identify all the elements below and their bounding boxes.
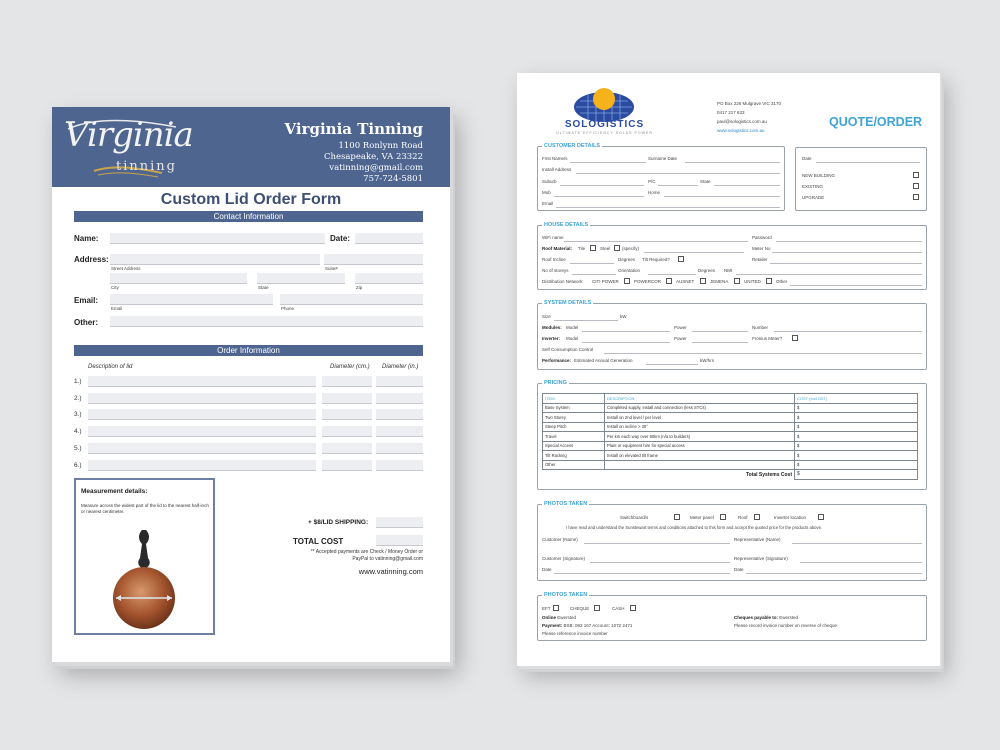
cheque-checkbox[interactable]	[594, 605, 600, 611]
payment-note: ** Accepted payments are Check / Money Order or PayPal to vatinning@gmail.com	[310, 549, 423, 562]
upgrade-label: UPGRADE	[802, 195, 825, 200]
wifi-field[interactable]	[564, 241, 748, 242]
payment-details: BSB: 063 167 Account: 1072 2471	[563, 623, 633, 628]
switchboard-checkbox[interactable]	[674, 514, 680, 520]
module-number-field[interactable]	[774, 331, 922, 332]
switchboard-label: Switchboard/s	[620, 515, 649, 520]
company-address-2: Chesapeake, VA 23322	[323, 152, 423, 162]
logo-word: Virginia	[64, 115, 193, 155]
row-number: 1.)	[74, 378, 82, 385]
row-1-cm[interactable]	[322, 376, 372, 387]
network-united-checkbox[interactable]	[766, 278, 772, 284]
cash-label: CASH	[612, 606, 625, 611]
contact-web[interactable]: www.sologistics.com.au	[717, 128, 765, 133]
cheques-label: Cheques payable to:	[734, 615, 779, 620]
est-gen-field[interactable]	[646, 364, 698, 365]
lid-order-form	[52, 107, 450, 662]
row-2-in[interactable]	[376, 393, 423, 404]
size-field[interactable]	[554, 320, 618, 321]
cheque-label: CHEQUE	[570, 606, 590, 611]
install-address-field[interactable]	[576, 173, 780, 174]
inverter-location-checkbox[interactable]	[818, 514, 824, 520]
mob-field[interactable]	[554, 196, 644, 197]
email-field[interactable]	[110, 294, 273, 305]
row-1-description[interactable]	[88, 376, 316, 387]
wifi-label: WiFi name	[542, 235, 564, 240]
logo-sub: tinning	[116, 159, 177, 174]
tilt-checkbox[interactable]	[678, 256, 684, 262]
cost-cell[interactable]: $	[795, 460, 918, 470]
section-title: HOUSE DETAILS	[544, 222, 589, 228]
row-2-cm[interactable]	[322, 393, 372, 404]
eft-label: EFT	[542, 606, 551, 611]
zip-field[interactable]	[355, 273, 423, 284]
surname-label: Surname Date	[648, 156, 678, 161]
row-2-description[interactable]	[88, 393, 316, 404]
online-label: Online	[542, 615, 557, 620]
row-3-description[interactable]	[88, 409, 316, 420]
email-small-label: Email	[111, 306, 123, 311]
self-consumption-label: Self Consumption Control	[542, 347, 594, 352]
pricing-table	[542, 393, 918, 480]
col-description: Description of lid	[88, 364, 133, 370]
col-item: ITEM	[543, 394, 605, 404]
cheque-note: Please record invoice number on reverse of cheque	[734, 623, 838, 628]
customer-name-label: Customer (Name)	[542, 537, 578, 542]
quote-order-title: QUOTE/ORDER	[829, 115, 923, 129]
cost-cell[interactable]: $	[795, 441, 918, 451]
quote-order-form	[517, 73, 940, 666]
date-2-label: Date	[734, 567, 744, 572]
network-powercor-label: POWERCOR	[634, 279, 661, 284]
tile-label: Tile	[578, 246, 586, 251]
other-label: Other:	[74, 318, 98, 327]
shipping-field[interactable]	[376, 517, 423, 528]
name-label: Name:	[74, 234, 99, 243]
home-field[interactable]	[664, 196, 780, 197]
meter-panel-label: Meter panel	[690, 515, 714, 520]
self-consumption-field[interactable]	[604, 353, 922, 354]
state-label: State	[700, 179, 711, 184]
payment-label: Payment:	[542, 623, 563, 628]
state-label: State	[258, 285, 269, 290]
row-5-in[interactable]	[376, 443, 423, 454]
password-label: Password	[752, 235, 772, 240]
col-diameter-cm: Diameter (cm.)	[330, 364, 370, 370]
customer-signature-field[interactable]	[590, 562, 730, 563]
modules-label: Modules:	[542, 325, 562, 330]
section-title: SYSTEM DETAILS	[544, 300, 592, 306]
module-power-label: Power	[674, 325, 687, 330]
customer-details-section	[537, 143, 785, 211]
inverter-model-field[interactable]	[582, 342, 670, 343]
house-details-section	[537, 222, 927, 290]
table-row	[543, 451, 918, 461]
item-cell: Tilt Racking	[543, 451, 605, 461]
eft-checkbox[interactable]	[553, 605, 559, 611]
orientation-label: Orientation	[618, 268, 641, 273]
row-number: 3.)	[74, 411, 82, 418]
roof-photo-label: Roof	[738, 515, 748, 520]
pc-field[interactable]	[658, 185, 698, 186]
company-address-1: 1100 Ronlynn Road	[338, 141, 423, 151]
payment-section	[537, 592, 927, 641]
table-header-row	[543, 394, 918, 404]
module-number-label: Number	[752, 325, 769, 330]
steel-label: Steel	[600, 246, 611, 251]
form-title: Custom Lid Order Form	[160, 191, 342, 208]
rep-signature-field[interactable]	[800, 562, 922, 563]
table-row	[543, 422, 918, 432]
table-row	[543, 460, 918, 470]
nmi-label: NMI	[724, 268, 733, 273]
contact-info-bar: Contact Information	[74, 211, 423, 222]
network-ausnet-label: AUSNET	[676, 279, 695, 284]
rep-name-field[interactable]	[792, 543, 922, 544]
row-6-description[interactable]	[88, 460, 316, 471]
password-field[interactable]	[776, 241, 922, 242]
status-box	[795, 147, 927, 211]
specify-label: (specify)	[622, 246, 640, 251]
row-3-in[interactable]	[376, 409, 423, 420]
table-row	[543, 441, 918, 451]
address-label: Address:	[74, 255, 109, 264]
col-description: DESCRIPTION	[605, 394, 795, 404]
module-power-field[interactable]	[692, 331, 748, 332]
company-phone: 757-724-5801	[363, 174, 423, 184]
city-label: City	[111, 285, 119, 290]
inverter-power-field[interactable]	[692, 342, 748, 343]
storeys-label: No of storeys	[542, 268, 569, 273]
description-cell: Install on incline > 30°	[605, 422, 795, 432]
agreement-text: I have read and understand the Sunstewart terms and conditions attached to this form and accept the quoted price for the products above.	[566, 525, 823, 530]
item-cell: Two Storey	[543, 413, 605, 423]
inverter-power-label: Power	[674, 336, 687, 341]
col-cost: COST (Incl GST)	[795, 394, 918, 404]
roof-photo-checkbox[interactable]	[754, 514, 760, 520]
storeys-field[interactable]	[572, 274, 616, 275]
item-cell: Other	[543, 460, 605, 470]
phone-field[interactable]	[280, 294, 423, 305]
upgrade-checkbox[interactable]	[913, 194, 919, 200]
system-details-section	[537, 300, 927, 370]
steel-checkbox[interactable]	[614, 245, 620, 251]
est-gen-label: Estimated Annual Generation	[574, 358, 633, 363]
kw-label: kW	[620, 314, 627, 319]
network-label: Distribution Network:	[542, 279, 584, 284]
total-systems-cost-label: Total Systems Cost	[745, 471, 792, 478]
network-ausnet-checkbox[interactable]	[700, 278, 706, 284]
state-field[interactable]	[257, 273, 345, 284]
inverter-model-label: Model	[566, 336, 579, 341]
row-4-description[interactable]	[88, 426, 316, 437]
new-building-label: NEW BUILDING	[802, 173, 836, 178]
contact-email: paul@sologistics.com.au	[717, 119, 767, 124]
nmi-field[interactable]	[736, 274, 922, 275]
state-field[interactable]	[714, 185, 780, 186]
contact-phone: 0417 217 633	[717, 110, 745, 115]
network-citipower-checkbox[interactable]	[624, 278, 630, 284]
name-field[interactable]	[110, 233, 325, 244]
cash-checkbox[interactable]	[630, 605, 636, 611]
specify-field[interactable]	[644, 252, 744, 253]
network-jemena-label: JEMENA	[710, 279, 729, 284]
section-title: CUSTOMER DETAILS	[544, 143, 601, 149]
row-3-cm[interactable]	[322, 409, 372, 420]
cheques-to: Ewersted	[779, 615, 799, 620]
zip-label: Zip	[356, 285, 363, 290]
row-6-cm[interactable]	[322, 460, 372, 471]
row-4-in[interactable]	[376, 426, 423, 437]
photos-taken-section	[537, 501, 927, 581]
row-number: 2.)	[74, 395, 82, 402]
kwh-label: kW/hrs	[700, 358, 714, 363]
network-jemena-checkbox[interactable]	[734, 278, 740, 284]
date-field[interactable]	[816, 162, 920, 163]
description-cell: Plant or equipment hire for special access	[605, 441, 795, 451]
new-building-checkbox[interactable]	[913, 172, 919, 178]
module-model-label: Model	[566, 325, 579, 330]
email-label: Email	[542, 201, 554, 206]
reference-note: Please reference invoice number	[542, 631, 608, 636]
network-other-label: Other	[776, 279, 788, 284]
measurement-title: Measurement details:	[81, 488, 148, 495]
email-field[interactable]	[556, 207, 780, 208]
online-to: Ewersted	[557, 615, 577, 620]
mob-label: Mob	[542, 190, 551, 195]
virginia-tinning-logo	[64, 115, 194, 181]
item-cell: Travel	[543, 432, 605, 442]
description-cell: Install on 2nd level / per level	[605, 413, 795, 423]
fronius-checkbox[interactable]	[792, 335, 798, 341]
logo-name: SOLOGISTICS	[564, 119, 645, 130]
row-1-in[interactable]	[376, 376, 423, 387]
cost-cell[interactable]: $	[795, 451, 918, 461]
table-row	[543, 432, 918, 442]
rep-name-label: Representative (Name)	[734, 537, 781, 542]
fronius-label: Fronius Meter?	[752, 336, 783, 341]
table-row	[543, 413, 918, 423]
suite-label: Suite#	[325, 266, 338, 271]
date-1-label: Date	[542, 567, 552, 572]
total-cost-field[interactable]	[376, 535, 423, 546]
date-label: Date	[802, 156, 812, 161]
network-united-label: UNITED	[744, 279, 761, 284]
customer-name-field[interactable]	[584, 543, 730, 544]
row-number: 6.)	[74, 462, 82, 469]
retailer-field[interactable]	[770, 263, 922, 264]
website[interactable]: www.vatinning.com	[358, 567, 423, 576]
date-field[interactable]	[355, 233, 423, 244]
measurement-details-box	[74, 478, 215, 635]
suburb-field[interactable]	[560, 185, 644, 186]
first-name-field[interactable]	[570, 162, 646, 163]
roof-incline-label: Roof Incline	[542, 257, 566, 262]
email-label: Email:	[74, 296, 99, 305]
suite-field[interactable]	[324, 254, 423, 265]
company-name: Virginia Tinning	[284, 120, 423, 138]
network-powercor-checkbox[interactable]	[666, 278, 672, 284]
col-diameter-in: Diameter (in.)	[382, 364, 419, 370]
module-model-field[interactable]	[582, 331, 670, 332]
order-info-bar: Order Information	[74, 345, 423, 356]
item-cell: Special Access	[543, 441, 605, 451]
date-2-field[interactable]	[746, 573, 922, 574]
row-number: 4.)	[74, 428, 82, 435]
pricing-section	[537, 380, 927, 490]
table-row	[543, 403, 918, 413]
contact-po: PO Box 226 Mulgrave VIC 3170	[717, 101, 782, 106]
roof-material-label: Roof Material:	[542, 246, 573, 251]
copper-lid-icon	[104, 528, 184, 630]
street-address-field[interactable]	[110, 254, 320, 265]
sologistics-logo	[542, 85, 667, 137]
shipping-label: + $8/LID SHIPPING:	[308, 519, 369, 526]
existing-checkbox[interactable]	[913, 183, 919, 189]
item-cell: Steep Pitch	[543, 422, 605, 432]
total-row	[543, 470, 918, 480]
performance-label: Performance:	[542, 358, 572, 363]
section-title: PHOTOS TAKEN	[544, 501, 588, 507]
row-number: 5.)	[74, 445, 82, 452]
date-1-field[interactable]	[554, 573, 730, 574]
logo-tagline: ULTIMATE EFFICIENCY SOLAR POWER	[556, 131, 653, 135]
cost-cell[interactable]: $	[795, 403, 918, 413]
install-address-label: Install Address	[542, 167, 572, 172]
row-5-description[interactable]	[88, 443, 316, 454]
description-cell: Install on elevated tilt frame	[605, 451, 795, 461]
suburb-label: Suburb	[542, 179, 557, 184]
total-systems-cost-value[interactable]: $	[795, 470, 918, 480]
description-cell: Per km each way over 50km (n/a to builders)	[605, 432, 795, 442]
row-6-in[interactable]	[376, 460, 423, 471]
row-4-cm[interactable]	[322, 426, 372, 437]
inverter-location-label: Inverter location	[774, 515, 807, 520]
street-address-label: Street Address	[111, 266, 141, 271]
existing-label: EXISTING	[802, 184, 824, 189]
rep-signature-label: Representative (Signature)	[734, 556, 788, 561]
cost-cell[interactable]: $	[795, 422, 918, 432]
meter-no-label: Meter No	[752, 246, 771, 251]
form-header	[52, 107, 450, 187]
total-cost-label: TOTAL COST	[293, 537, 344, 546]
retailer-label: Retailer	[752, 257, 768, 262]
measurement-text: Measure across the widest part of the lid to the nearest half-inch or nearest centimeter.	[81, 503, 209, 514]
home-label: Home	[648, 190, 661, 195]
description-cell	[605, 460, 795, 470]
meter-no-field[interactable]	[772, 252, 922, 253]
section-title: PHOTOS TAKEN	[544, 592, 588, 598]
first-name-label: First Name/s	[542, 156, 568, 161]
surname-field[interactable]	[685, 162, 780, 163]
cost-cell[interactable]: $	[795, 413, 918, 423]
item-cell: Base System	[543, 403, 605, 413]
other-field[interactable]	[110, 316, 423, 327]
meter-panel-checkbox[interactable]	[720, 514, 726, 520]
network-citipower-label: CITI POWER	[592, 279, 619, 284]
degrees-label: Degrees	[618, 257, 636, 262]
row-5-cm[interactable]	[322, 443, 372, 454]
cost-cell[interactable]: $	[795, 432, 918, 442]
section-title: PRICING	[544, 380, 567, 386]
date-label: Date:	[330, 234, 351, 243]
pc-label: P/C	[648, 179, 656, 184]
customer-signature-label: Customer (Signature)	[542, 556, 586, 561]
degrees-2-label: Degrees	[698, 268, 716, 273]
orientation-field[interactable]	[648, 274, 696, 275]
city-field[interactable]	[110, 273, 247, 284]
size-label: Size	[542, 314, 551, 319]
inverter-label: Inverter:	[542, 336, 561, 341]
phone-label: Phone	[281, 306, 295, 311]
tile-checkbox[interactable]	[590, 245, 596, 251]
roof-incline-field[interactable]	[570, 263, 614, 264]
description-cell: Completed supply, install and connection (less STCs)	[605, 403, 795, 413]
network-other-field[interactable]	[790, 285, 922, 286]
company-email: vatinning@gmail.com	[329, 163, 423, 173]
tilt-label: Tilt Required?	[642, 257, 670, 262]
